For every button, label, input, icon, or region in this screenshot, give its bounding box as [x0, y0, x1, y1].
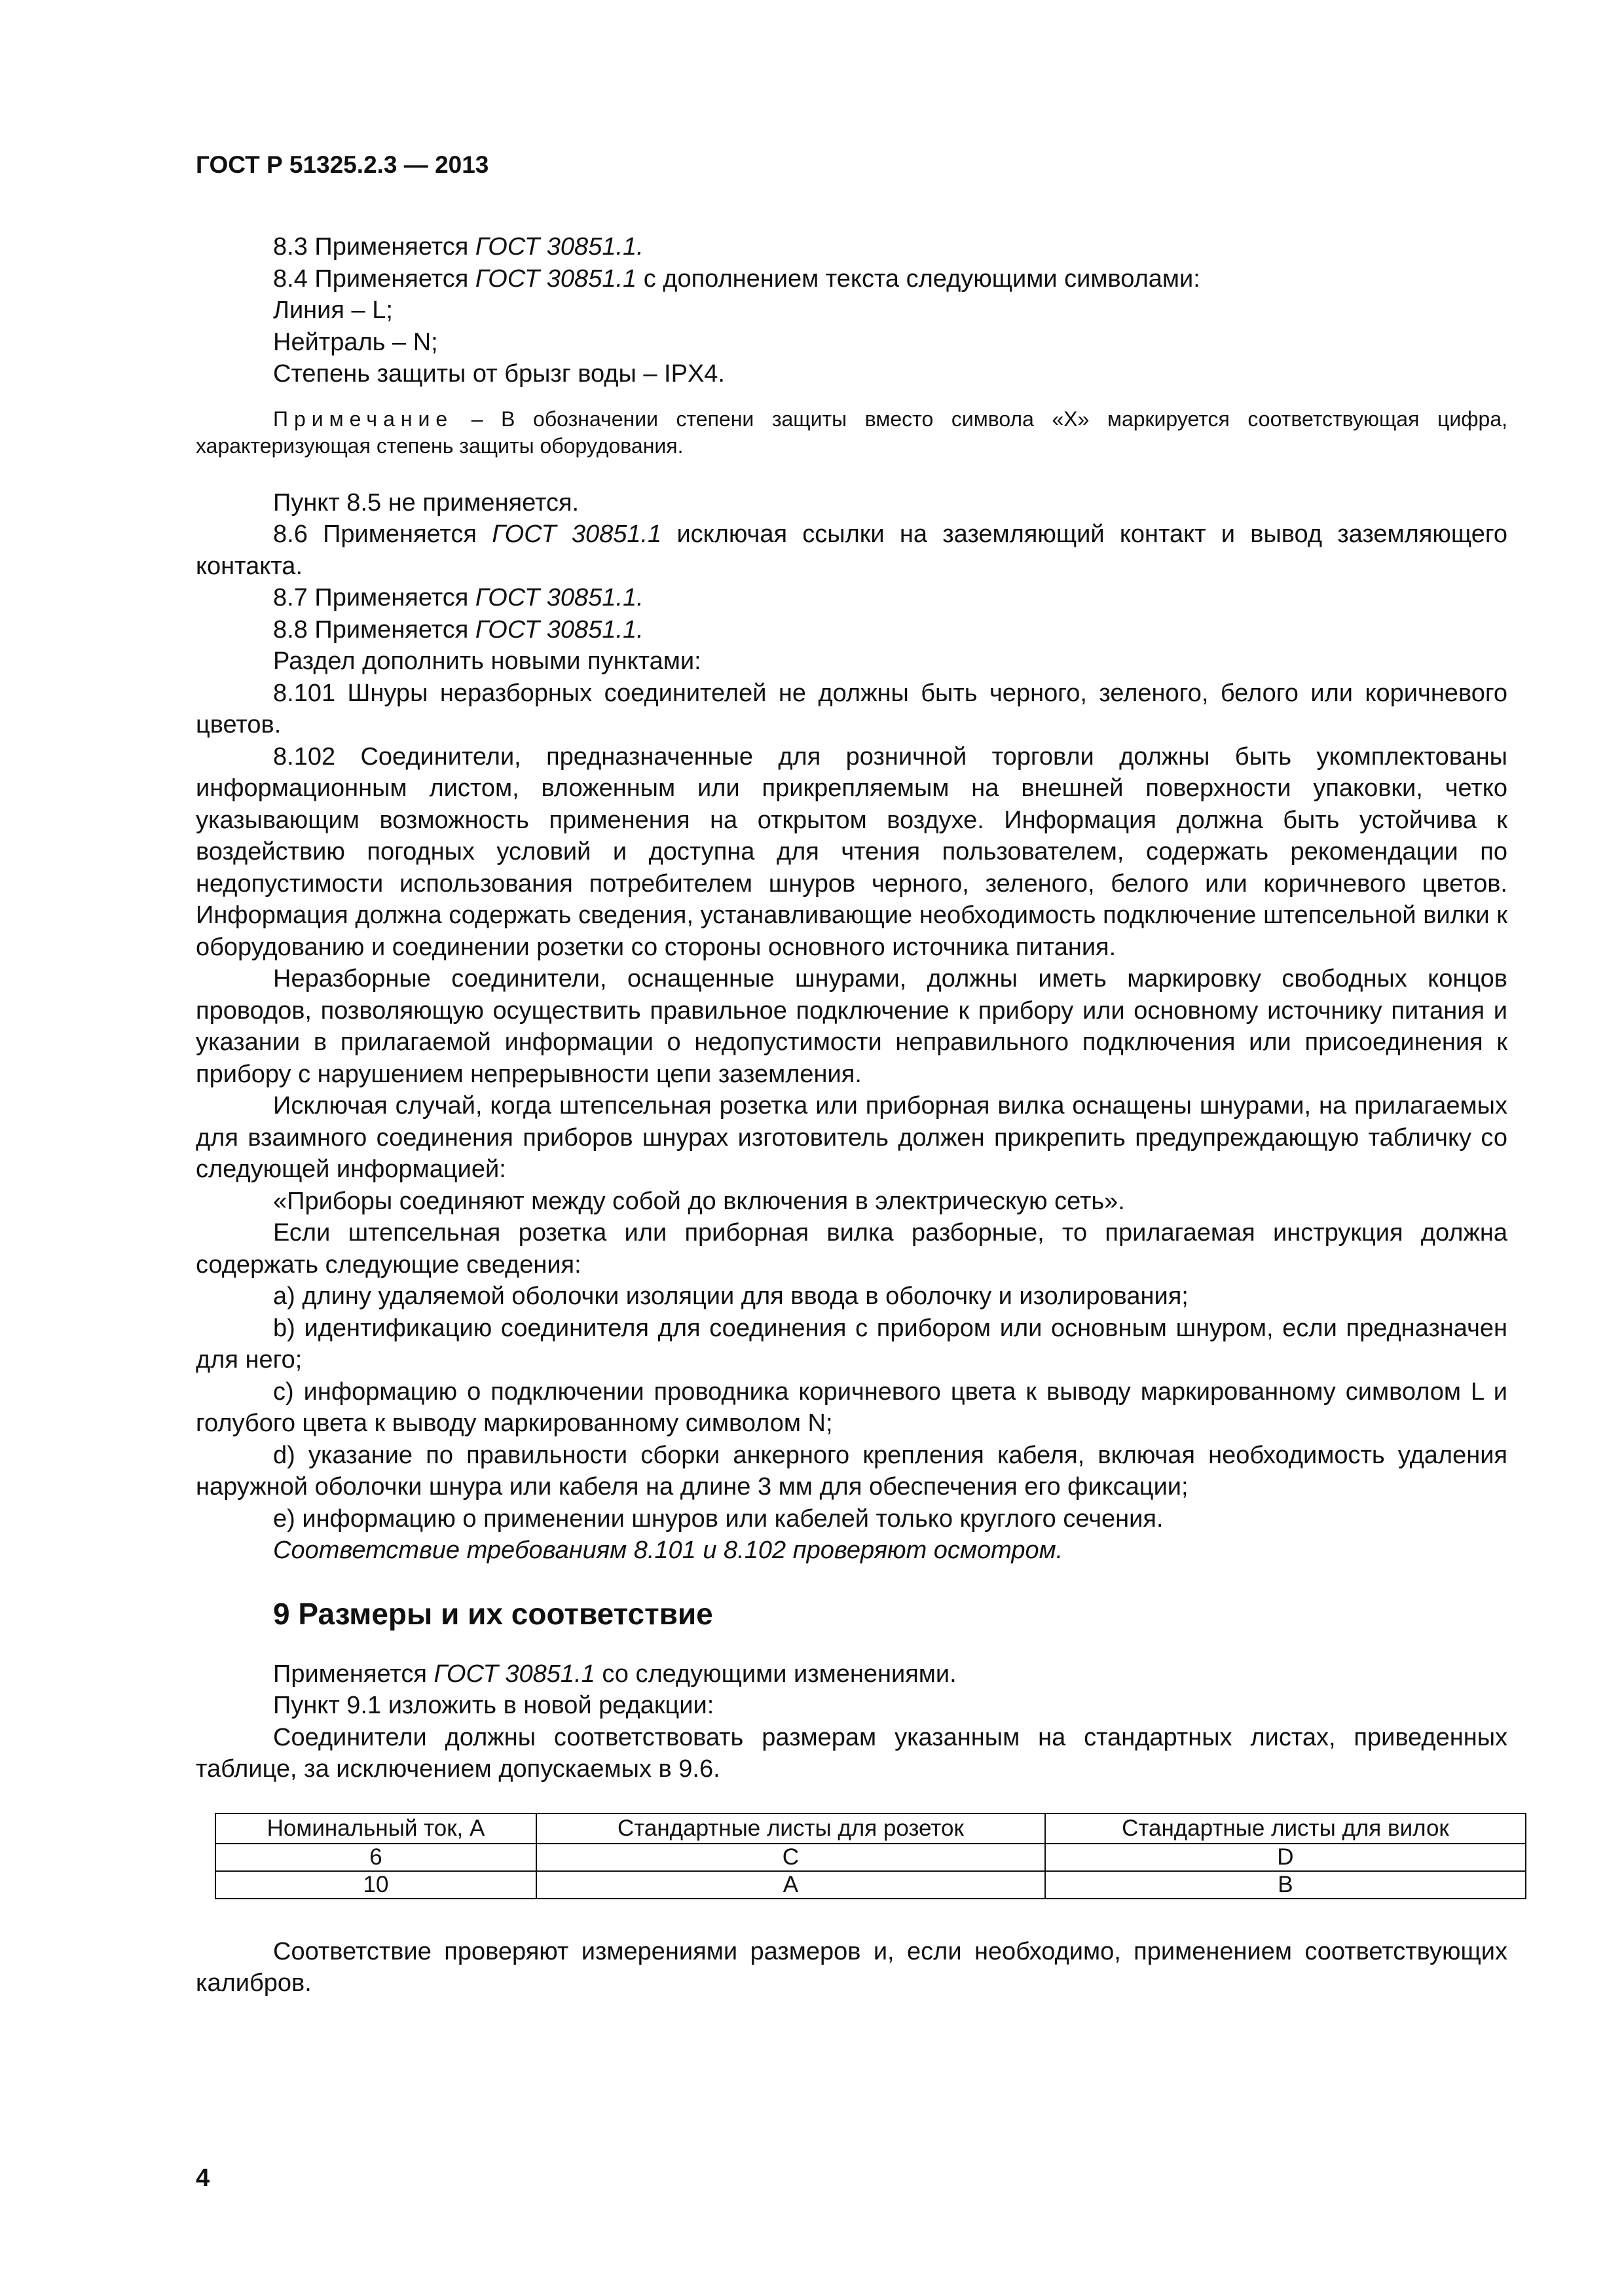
- table-header-row: [215, 1813, 1526, 1844]
- table-row: [215, 1844, 1526, 1871]
- symbol-line: Линия – L;: [273, 297, 393, 324]
- paragraph-text: 8.8 Применяется: [273, 615, 475, 644]
- paragraph-text: со следующими изменениями.: [595, 1660, 957, 1688]
- paragraph-text: Применяется: [273, 1660, 434, 1688]
- note-label: Примечание: [273, 407, 454, 431]
- paragraph-8-6: [196, 519, 1507, 582]
- note: [196, 406, 1507, 460]
- paragraph-dimensions: Соединители должны соответствовать размерам указанным на стандартных листах, приведенных таблице, за исключением допускаемых в 9.6.: [196, 1723, 1507, 1783]
- paragraph-marking: Неразборные соединители, оснащенные шнурами, должны иметь маркировку свободных концов проводов, позволяющую осуществить правильное подключение к прибору или основному источнику питания и указании в прилагаемой информации о недопустимости неправильного подключения или присоединения к прибору с нарушением непрерывности цепи заземления.: [196, 965, 1507, 1088]
- paragraph-8-3: [196, 231, 1507, 263]
- table-cell: C: [536, 1844, 1045, 1871]
- paragraph-applies: [196, 1658, 1507, 1690]
- paragraph-8-5: Пункт 8.5 не применяется.: [273, 488, 580, 517]
- document-header: ГОСТ Р 51325.2.3 — 2013: [196, 151, 489, 178]
- table-header-cell: Стандартные листы для розеток: [536, 1813, 1045, 1844]
- list-item-a: a) длину удаляемой оболочки изоляции для ввода в оболочку и изолирования;: [273, 1283, 1189, 1310]
- paragraph-warning-label: Исключая случай, когда штепсельная розетка или приборная вилка оснащены шнурами, на прилагаемых для взаимного соединения приборов шнурах изготовитель должен прикрепить предупреждающую табличку со следующей информацией:: [196, 1092, 1507, 1183]
- paragraph-add-section: Раздел дополнить новыми пунктами:: [273, 647, 701, 675]
- section-title: 9 Размеры и их соответствие: [273, 1596, 713, 1631]
- paragraph-9-1: Пункт 9.1 изложить в новой редакции:: [273, 1692, 714, 1719]
- list-item-c: c) информацию о подключении проводника коричневого цвета к выводу маркированному символом L и голубого цвета к выводу маркированному символом N;: [196, 1377, 1507, 1437]
- paragraph-8-8: [196, 614, 1507, 646]
- standard-reference: ГОСТ 30851.1.: [475, 233, 644, 261]
- page-number: 4: [196, 2164, 210, 2192]
- table-cell: 10: [215, 1871, 536, 1899]
- table-row: [215, 1871, 1526, 1899]
- paragraph-text: с дополнением текста следующими символами:: [637, 264, 1200, 293]
- table-cell: 6: [215, 1844, 536, 1871]
- paragraph-8-7: [196, 582, 1507, 614]
- paragraph-instruction: Если штепсельная розетка или приборная вилка разборные, то прилагаемая инструкция должна содержать следующие сведения:: [196, 1219, 1507, 1279]
- symbol-neutral: Нейтраль – N;: [273, 328, 438, 356]
- compliance-statement: Соответствие требованиям 8.101 и 8.102 проверяют осмотром.: [273, 1537, 1063, 1564]
- standard-sheets-table: [215, 1813, 1526, 1899]
- paragraph-text: исключая ссылки на заземляющий контакт и вывод заземляющего контакта.: [196, 520, 1508, 580]
- table-header-cell: Номинальный ток, А: [215, 1813, 536, 1844]
- paragraph-text: 8.4 Применяется: [273, 264, 475, 293]
- paragraph-8-101: 8.101 Шнуры неразборных соединителей не должны быть черного, зеленого, белого или коричневого цветов.: [196, 679, 1507, 738]
- table-cell: A: [536, 1871, 1045, 1899]
- standard-reference: ГОСТ 30851.1.: [475, 584, 644, 611]
- paragraph-text: 8.7 Применяется: [273, 584, 475, 611]
- standard-reference: ГОСТ 30851.1.: [475, 615, 644, 644]
- note-text: – В обозначении степени защиты вместо символа «X» маркируется соответствующая цифра, характеризующая степень защиты оборудования.: [196, 407, 1507, 458]
- paragraph-text: 8.3 Применяется: [273, 233, 475, 261]
- table-cell: B: [1045, 1871, 1526, 1899]
- page-content: [196, 149, 1507, 1999]
- paragraph-8-4: [196, 263, 1507, 295]
- standard-reference: ГОСТ 30851.1: [475, 264, 637, 293]
- list-item-e: e) информацию о применении шнуров или кабелей только круглого сечения.: [273, 1504, 1164, 1533]
- symbol-protection: Степень защиты от брызг воды – IPX4.: [273, 360, 725, 388]
- table-cell: D: [1045, 1844, 1526, 1871]
- standard-reference: ГОСТ 30851.1: [434, 1660, 595, 1688]
- list-item-d: d) указание по правильности сборки анкерного крепления кабеля, включая необходимость удаления наружной оболочки шнура или кабеля на длине 3 мм для обеспечения его фиксации;: [196, 1441, 1507, 1501]
- paragraph-text: 8.6 Применяется: [273, 520, 492, 548]
- table-header-cell: Стандартные листы для вилок: [1045, 1813, 1526, 1844]
- paragraph-quote: «Приборы соединяют между собой до включения в электрическую сеть».: [273, 1187, 1125, 1215]
- paragraph-verification: Соответствие проверяют измерениями размеров и, если необходимо, применением соответствующих калибров.: [196, 1937, 1507, 1997]
- list-item-b: b) идентификацию соединителя для соединения с прибором или основным шнуром, если предназначен для него;: [196, 1314, 1507, 1374]
- paragraph-8-102: 8.102 Соединители, предназначенные для розничной торговли должны быть укомплектованы информационным листом, вложенным или прикрепляемым на внешней поверхности упаковки, четко указывающим возможность применения на открытом воздухе. Информация должна быть устойчива к воздействию погодных условий и доступна для чтения пользователем, содержать рекомендации по недопустимости использования потребителем шнуров черного, зеленого, белого или коричневого цветов. Информация должна содержать сведения, устанавливающие необходимость подключение штепсельной вилки к оборудованию и соединении розетки со стороны основного источника питания.: [196, 742, 1507, 961]
- standard-reference: ГОСТ 30851.1: [492, 520, 662, 548]
